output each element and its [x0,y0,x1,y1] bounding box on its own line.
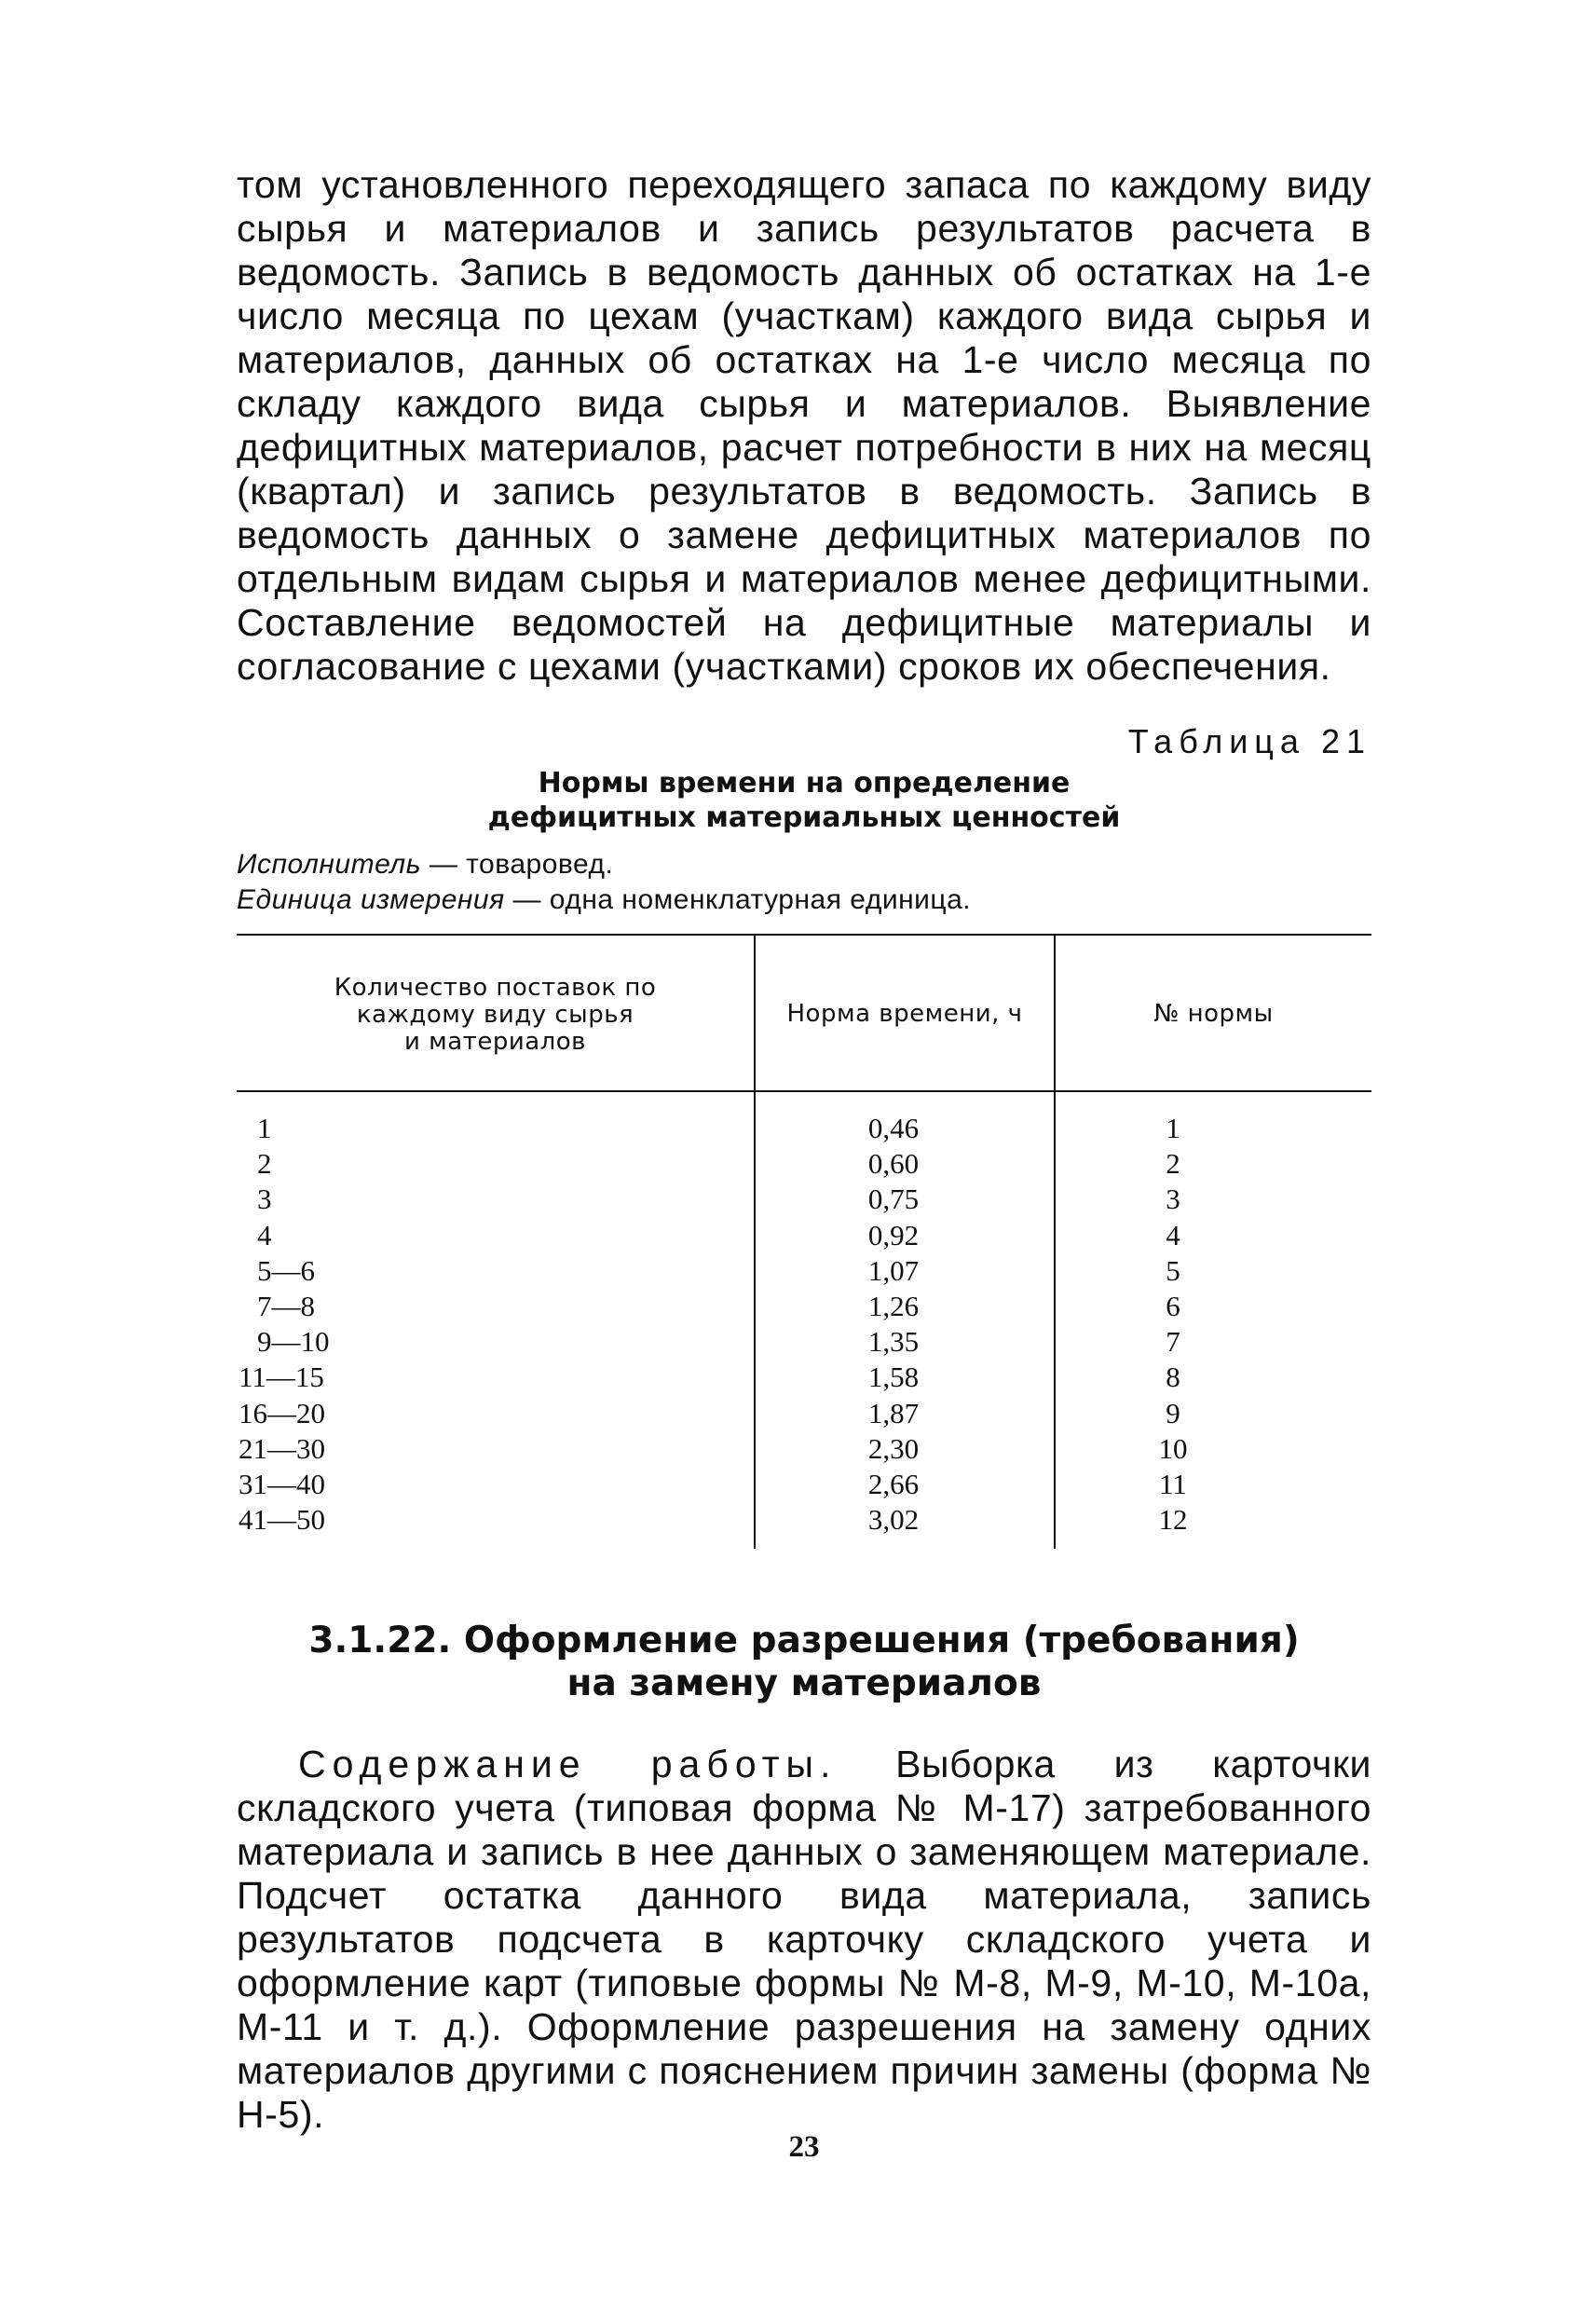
column-time-norm [754,1111,1033,1538]
table-title [237,766,1371,835]
table-cell-norm: 12 [1158,1503,1188,1537]
table-cell-norm: 3 [1166,1183,1180,1216]
table-cell-deliveries: 4 [257,1218,272,1251]
table-cell-norm: 7 [1166,1325,1180,1359]
section-heading [237,1620,1371,1705]
table-cell-deliveries: 3 [257,1183,272,1216]
table-cell-deliveries: 21—30 [239,1431,325,1465]
table-cell-deliveries: 1 [257,1112,272,1144]
table-cell-norm: 8 [1166,1361,1180,1394]
table-cell-time: 1,58 [867,1361,920,1394]
table-cell-norm: 1 [1166,1112,1180,1144]
table-cell-deliveries: 2 [257,1147,272,1181]
performer-value: — товаровед. [420,849,614,880]
section-heading-line-2: на замену материалов [566,1662,1042,1704]
table-cell-deliveries: 11—15 [239,1361,324,1394]
paragraph-continuation: том установленного переходящего запаса по каждому виду сырья и материалов и запись результатов расчета в ведомость. Запись в ведомость данных об остатках на 1-е число месяца по цехам (участкам) каждого вида сырья и материалов, данных об остатках на 1-е число месяца по складу каждого вида сырья и материалов. Выявление дефицитных материалов, расчет потребности в них на месяц (квартал) и запись результатов в ведомость. Запись в ведомость данных о замене дефицитных материалов по отдельным видам сырья и материалов менее дефицитными. Составление ведомостей на дефицитные материалы и согласование с цехами (участками) сроков их обеспечения. [237,163,1371,688]
header-norm-number: № нормы [1153,1000,1274,1028]
table-cell-deliveries: 41—50 [239,1503,325,1537]
table-header-rule [237,1090,1371,1092]
table-cell-norm: 4 [1166,1218,1180,1251]
table-cell-deliveries: 9—10 [257,1325,330,1359]
unit-line [237,883,1371,917]
column-deliveries [237,1111,470,1538]
table-cell-time: 3,02 [867,1503,920,1537]
norms-table [237,934,1371,1549]
header-deliveries: Количество поставок по каждому виду сырья и материалов [334,974,657,1056]
header-time-norm: Норма времени, ч [786,1000,1023,1028]
table-cell-deliveries: 31—40 [239,1467,325,1500]
table-number: Таблица 21 [1127,722,1371,760]
table-cell-deliveries: 5—6 [257,1253,315,1287]
table-cell-deliveries: 16—20 [239,1396,325,1429]
table-title-line-1: Нормы времени на определение [538,767,1071,800]
section-lead: Содержание работы. [298,1743,838,1785]
table-top-rule [237,934,1371,936]
table-cell-time: 1,35 [867,1325,920,1359]
table-cell-time: 1,26 [867,1289,920,1322]
performer-label: Исполнитель [237,849,421,880]
table-cell-time: 0,92 [867,1218,920,1251]
table-cell-time: 2,66 [867,1467,920,1500]
page-number: 23 [788,2130,820,2164]
table-cell-norm: 9 [1166,1396,1180,1429]
table-title-line-2: дефицитных материальных ценностей [487,801,1121,834]
table-cell-time: 1,07 [867,1253,920,1287]
table-cell-norm: 10 [1158,1431,1188,1465]
table-cell-time: 1,87 [867,1396,920,1429]
table-cell-norm: 11 [1159,1467,1187,1500]
table-cell-norm: 2 [1166,1147,1180,1181]
section-body [237,1743,1371,2137]
table-cell-time: 0,60 [867,1147,920,1181]
table-cell-time: 0,75 [867,1183,920,1216]
section-heading-line-1: 3.1.22. Оформление разрешения (требования) [308,1620,1300,1661]
table-cell-deliveries: 7—8 [257,1289,315,1322]
table-cell-time: 2,30 [867,1431,920,1465]
column-norm-number [1075,1111,1271,1538]
table-cell-norm: 5 [1166,1253,1180,1287]
table-cell-time: 0,46 [867,1112,920,1144]
section-text: Выборка из карточки складского учета (типовая форма № М-17) затребованного материала и запись в нее данных о заменяющем материале. Подсчет остатка данного вида материала, запись результатов подсчета в карточку складского учета и оформление карт (типовые формы № М-8, М-9, М-10, М-10а, М-11 и т. д.). Оформление разрешения на замену одних материалов другими с пояснением причин замены (форма № Н-5). [237,1743,1371,2136]
table-cell-norm: 6 [1166,1289,1180,1322]
performer-line [237,848,1371,882]
unit-value: — одна номенклатурная единица. [504,884,972,915]
unit-label: Единица измерения [237,884,505,915]
